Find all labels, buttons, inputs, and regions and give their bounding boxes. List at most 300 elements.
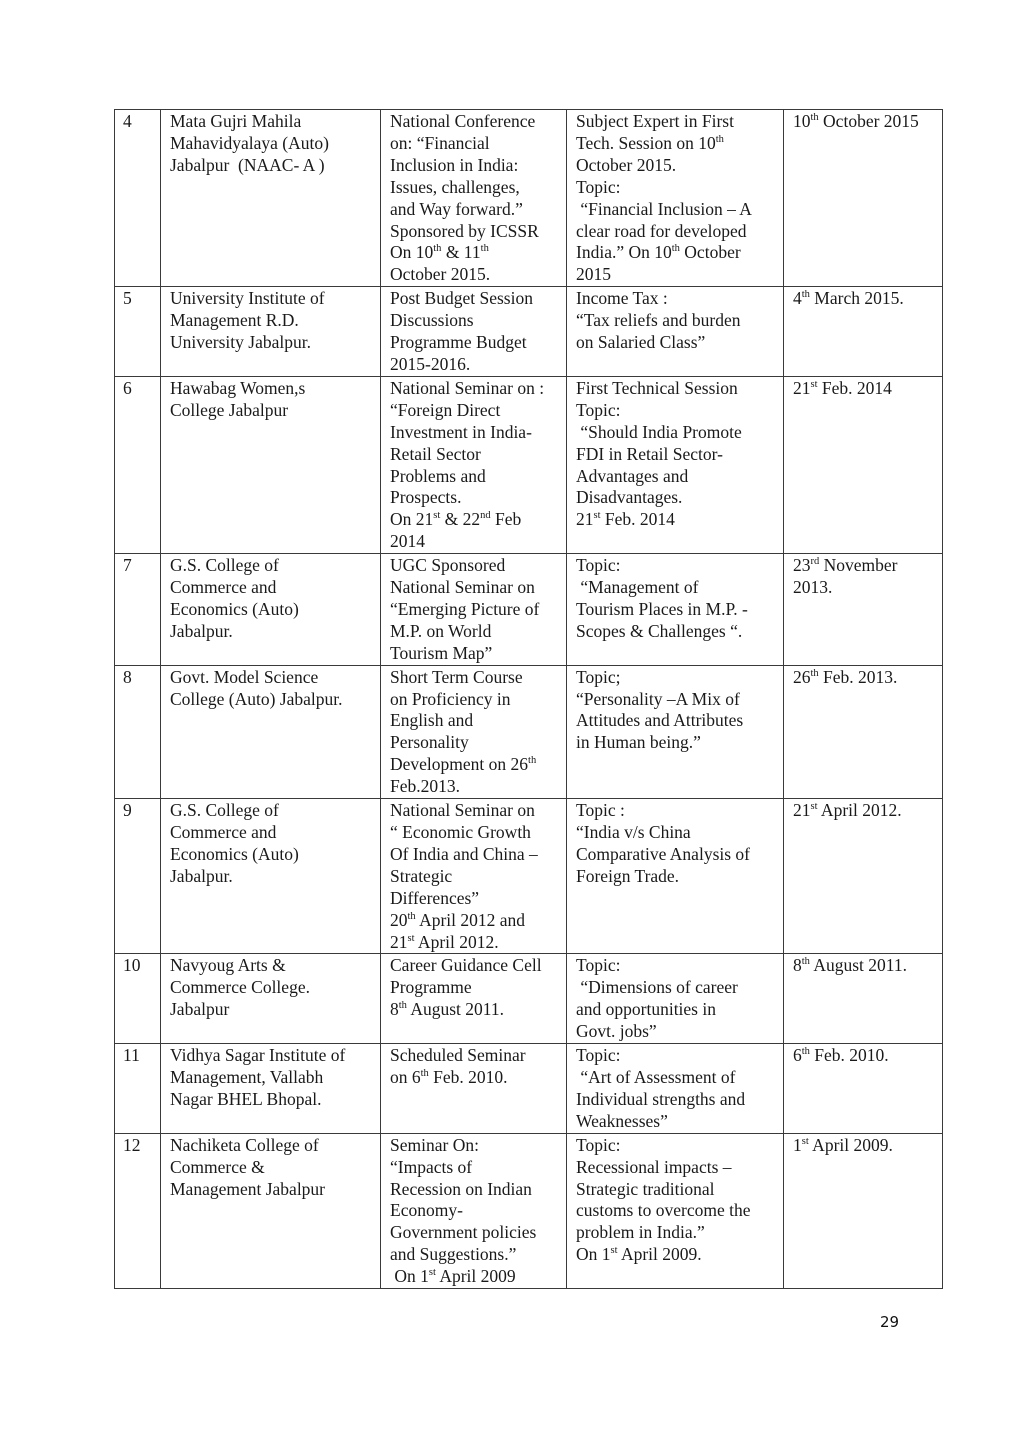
text-segment: Government policies (390, 1222, 537, 1243)
text-segment: 8 (793, 955, 802, 976)
text-segment: and Suggestions.” (390, 1244, 517, 1265)
text-segment: “India v/s China (576, 822, 691, 842)
institution-cell (161, 665, 381, 798)
text-line (390, 1045, 560, 1067)
text-segment: Feb. 2014 (817, 377, 892, 398)
text-line (390, 133, 560, 155)
text-line (576, 422, 777, 444)
text-line (390, 999, 560, 1021)
text-line (576, 1200, 777, 1222)
text-line (576, 264, 777, 286)
text-segment: “Financial Inclusion – A (576, 198, 752, 219)
text-line (576, 1089, 777, 1111)
text-line (170, 288, 374, 310)
text-segment: Commerce and (170, 577, 277, 598)
text-segment: Govt. Model Science (170, 666, 319, 687)
text-line (390, 177, 560, 199)
role-topic-cell (567, 287, 784, 377)
text-line (390, 155, 560, 177)
text-line (170, 1179, 374, 1201)
serial-number-cell: 12 (115, 1133, 161, 1288)
text-line (576, 689, 777, 711)
text-line (793, 111, 936, 133)
text-line (390, 555, 560, 577)
text-line (576, 844, 777, 866)
table-row (115, 376, 943, 553)
text-segment: UGC Sponsored (390, 555, 506, 576)
role-topic-cell (567, 376, 784, 553)
text-segment: English and (390, 710, 474, 731)
ordinal-superscript: th (433, 243, 442, 255)
text-line (793, 1045, 936, 1067)
text-segment: 23 (793, 555, 811, 576)
text-line (576, 1179, 777, 1201)
text-segment: “Personality –A Mix of (576, 688, 740, 709)
text-line (390, 466, 560, 488)
text-line (170, 155, 374, 177)
text-line (390, 531, 560, 553)
text-segment: April 2012 and (415, 909, 526, 930)
text-segment: Programme (390, 977, 472, 998)
text-line (576, 509, 777, 531)
serial-number-cell: 7 (115, 554, 161, 666)
text-segment: Feb.2013. (390, 776, 460, 797)
ordinal-superscript: th (715, 133, 724, 145)
text-line (390, 378, 560, 400)
text-line (390, 1135, 560, 1157)
text-segment: August 2011. (809, 955, 907, 976)
text-segment: Topic: (576, 555, 621, 576)
text-line (390, 1179, 560, 1201)
text-segment: Feb (490, 509, 522, 530)
text-line (576, 621, 777, 643)
text-line (390, 822, 560, 844)
text-segment: Topic: (576, 176, 621, 197)
text-line (390, 621, 560, 643)
text-segment: Programme Budget (390, 332, 527, 353)
role-topic-cell (567, 1044, 784, 1134)
text-line (390, 710, 560, 732)
text-segment: problem in India.” (576, 1222, 705, 1243)
text-segment: Advantages and (576, 465, 689, 486)
table-row (115, 665, 943, 798)
text-line (170, 1089, 374, 1111)
text-line (170, 667, 374, 689)
text-segment: “Emerging Picture of (390, 598, 540, 619)
text-segment: 4 (793, 288, 802, 309)
ordinal-superscript: st (801, 1135, 809, 1147)
text-line (390, 1157, 560, 1179)
text-segment: March 2015. (809, 288, 904, 309)
text-segment: Economics (Auto) (170, 843, 299, 864)
text-line (576, 955, 777, 977)
seminar-participation-table (114, 109, 943, 1289)
role-topic-cell (567, 665, 784, 798)
institution-cell (161, 1133, 381, 1288)
text-line (170, 133, 374, 155)
text-segment: Retail Sector (390, 443, 481, 464)
text-segment: Economy- (390, 1200, 463, 1221)
text-segment: Navyoug Arts & (170, 955, 286, 976)
text-segment: University Jabalpur. (170, 332, 311, 353)
text-segment: Short Term Course (390, 666, 523, 687)
text-segment: 21 (576, 509, 594, 530)
text-segment: Commerce and (170, 822, 277, 842)
text-line (170, 599, 374, 621)
text-line (390, 1244, 560, 1266)
text-segment: 6 (793, 1045, 802, 1066)
text-segment: April 2009 (435, 1266, 516, 1287)
ordinal-superscript: th (528, 755, 537, 767)
text-line (576, 1157, 777, 1179)
serial-number-cell: 11 (115, 1044, 161, 1134)
text-line (576, 1244, 777, 1266)
text-segment: Prospects. (390, 487, 462, 508)
text-line (390, 422, 560, 444)
text-segment: Tech. Session on 10 (576, 132, 716, 153)
text-segment: National Seminar on (390, 577, 535, 598)
text-segment: Mata Gujri Mahila (170, 111, 302, 131)
text-segment: clear road for developed (576, 220, 747, 241)
text-segment: 10 (793, 111, 811, 131)
text-segment: On 21 (390, 509, 434, 530)
ordinal-superscript: th (801, 956, 810, 968)
text-line (576, 555, 777, 577)
text-line (793, 955, 936, 977)
text-line (170, 111, 374, 133)
text-segment: October 2015 (818, 111, 919, 131)
text-line (170, 1045, 374, 1067)
text-line (170, 800, 374, 822)
ordinal-superscript: st (610, 1245, 618, 1257)
text-line (576, 1222, 777, 1244)
ordinal-superscript: st (593, 510, 601, 522)
institution-cell (161, 1044, 381, 1134)
text-segment: 21 (793, 800, 811, 821)
event-cell (381, 1133, 567, 1288)
text-segment: Mahavidyalaya (Auto) (170, 132, 329, 153)
text-line (390, 754, 560, 776)
institution-cell (161, 287, 381, 377)
institution-cell (161, 799, 381, 954)
text-line (170, 689, 374, 711)
text-segment: G.S. College of (170, 800, 279, 821)
text-segment: Jabalpur (NAAC- A ) (170, 154, 325, 175)
text-segment: College Jabalpur (170, 399, 289, 420)
event-cell (381, 554, 567, 666)
text-segment: Weaknesses” (576, 1110, 668, 1131)
text-segment: October (679, 242, 741, 263)
text-segment: Jabalpur. (170, 620, 233, 641)
text-segment: Career Guidance Cell (390, 955, 542, 976)
text-segment: customs to overcome the (576, 1200, 751, 1221)
date-cell (784, 954, 943, 1044)
text-line (576, 599, 777, 621)
text-line (390, 732, 560, 754)
text-segment: Inclusion in India: (390, 154, 519, 175)
text-line (576, 977, 777, 999)
text-segment: “Tax reliefs and burden (576, 310, 741, 331)
text-line (390, 1222, 560, 1244)
text-line (576, 1111, 777, 1133)
text-segment: Vidhya Sagar Institute of (170, 1045, 346, 1066)
text-segment: and opportunities in (576, 999, 716, 1020)
text-segment: and Way forward.” (390, 198, 523, 219)
date-cell (784, 665, 943, 798)
text-segment: Scopes & Challenges “. (576, 620, 743, 641)
text-segment: Commerce & (170, 1156, 265, 1177)
ordinal-superscript: st (433, 510, 441, 522)
ordinal-superscript: th (801, 1046, 810, 1058)
institution-cell (161, 110, 381, 287)
text-line (793, 800, 936, 822)
ordinal-superscript: st (407, 932, 415, 944)
text-segment: On 10 (390, 242, 434, 263)
text-line (576, 710, 777, 732)
text-line (390, 310, 560, 332)
text-segment: “Management of (576, 577, 699, 598)
text-segment: Feb. 2010. (809, 1045, 889, 1066)
date-cell (784, 376, 943, 553)
text-line (390, 1067, 560, 1089)
text-segment: 8 (390, 999, 399, 1020)
text-line (170, 866, 374, 888)
text-segment: “Art of Assessment of (576, 1066, 736, 1087)
text-line (576, 155, 777, 177)
text-segment: FDI in Retail Sector- (576, 443, 723, 464)
text-segment: Recessional impacts – (576, 1156, 732, 1177)
text-line (390, 689, 560, 711)
text-line (576, 577, 777, 599)
text-line (576, 1045, 777, 1067)
ordinal-superscript: st (810, 801, 818, 813)
text-line (390, 354, 560, 376)
text-line (576, 800, 777, 822)
text-segment: University Institute of (170, 288, 325, 309)
text-line (576, 999, 777, 1021)
date-cell (784, 1044, 943, 1134)
text-segment: in Human being.” (576, 732, 701, 753)
text-segment: Development on 26 (390, 754, 529, 775)
text-segment: Recession on Indian (390, 1178, 532, 1199)
text-line (390, 932, 560, 954)
text-segment: “Should India Promote (576, 421, 742, 442)
text-segment: Scheduled Seminar (390, 1045, 526, 1066)
text-segment: Feb. 2010. (428, 1066, 508, 1087)
text-segment: October 2015. (576, 154, 677, 175)
text-line (390, 221, 560, 243)
text-line (170, 977, 374, 999)
serial-number-cell: 4 (115, 110, 161, 287)
text-segment: Differences” (390, 887, 480, 908)
text-segment: April 2009. (808, 1134, 893, 1155)
ordinal-superscript: th (671, 243, 680, 255)
text-line (390, 667, 560, 689)
text-line (170, 1157, 374, 1179)
role-topic-cell (567, 110, 784, 287)
text-segment: Nagar BHEL Bhopal. (170, 1088, 322, 1109)
text-segment: Attitudes and Attributes (576, 710, 744, 731)
text-segment: Management Jabalpur (170, 1178, 326, 1199)
text-line (390, 288, 560, 310)
text-segment: Problems and (390, 465, 486, 486)
text-segment: 21 (390, 931, 408, 952)
text-segment: “ Economic Growth (390, 822, 531, 842)
text-line (576, 199, 777, 221)
text-line (170, 310, 374, 332)
date-cell (784, 554, 943, 666)
text-line (793, 555, 936, 577)
text-segment: November (819, 555, 898, 576)
text-segment: Management R.D. (170, 310, 299, 331)
text-segment: Tourism Map” (390, 642, 493, 663)
ordinal-superscript: th (810, 667, 819, 679)
ordinal-superscript: th (810, 112, 819, 123)
event-cell (381, 665, 567, 798)
text-line (793, 577, 936, 599)
table-row (115, 554, 943, 666)
table-row (115, 1133, 943, 1288)
text-segment: Topic : (576, 800, 625, 821)
text-line (170, 555, 374, 577)
text-line (390, 776, 560, 798)
text-line (576, 310, 777, 332)
text-segment: August 2011. (406, 999, 504, 1020)
text-segment: Sponsored by ICSSR (390, 220, 539, 241)
text-line (576, 242, 777, 264)
event-cell (381, 1044, 567, 1134)
text-segment: Topic: (576, 955, 621, 976)
event-cell (381, 287, 567, 377)
text-segment: On 1 (576, 1244, 611, 1265)
text-line (390, 1266, 560, 1288)
text-segment: “Foreign Direct (390, 399, 501, 420)
date-cell (784, 1133, 943, 1288)
text-segment: G.S. College of (170, 555, 279, 576)
text-line (576, 487, 777, 509)
text-segment: Topic: (576, 399, 621, 420)
text-line (576, 111, 777, 133)
text-segment: Topic: (576, 1134, 621, 1155)
event-cell (381, 799, 567, 954)
text-segment: & 11 (441, 242, 481, 263)
text-line (576, 667, 777, 689)
text-segment: Govt. jobs” (576, 1021, 657, 1042)
text-line (170, 621, 374, 643)
text-line (576, 466, 777, 488)
text-line (793, 1135, 936, 1157)
text-segment: Nachiketa College of (170, 1134, 319, 1155)
role-topic-cell (567, 1133, 784, 1288)
text-segment: Seminar On: (390, 1134, 479, 1155)
text-segment: Commerce College. (170, 977, 310, 998)
serial-number-cell: 8 (115, 665, 161, 798)
event-cell (381, 110, 567, 287)
table-row (115, 954, 943, 1044)
text-segment: 2015 (576, 264, 611, 285)
text-line (390, 643, 560, 665)
page-number: 29 (880, 1313, 900, 1331)
text-segment: First Technical Session (576, 377, 738, 398)
text-line (390, 955, 560, 977)
text-line (576, 444, 777, 466)
ordinal-superscript: th (398, 1000, 407, 1012)
text-segment: “Dimensions of career (576, 977, 738, 998)
text-line (390, 509, 560, 531)
text-segment: Strategic traditional (576, 1178, 715, 1199)
text-line (390, 444, 560, 466)
text-segment: Of India and China – (390, 843, 538, 864)
text-line (576, 1067, 777, 1089)
text-segment: Disadvantages. (576, 487, 683, 508)
ordinal-superscript: st (428, 1267, 436, 1279)
text-segment: April 2009. (617, 1244, 702, 1265)
text-line (576, 1021, 777, 1043)
text-segment: 1 (793, 1134, 802, 1155)
text-line (170, 955, 374, 977)
text-segment: Feb. 2014 (600, 509, 675, 530)
ordinal-superscript: th (407, 910, 416, 922)
table-row (115, 110, 943, 287)
text-segment: 21 (793, 377, 811, 398)
text-line (390, 264, 560, 286)
text-segment: National Seminar on (390, 800, 535, 821)
table-row (115, 799, 943, 954)
text-line (170, 332, 374, 354)
text-line (390, 599, 560, 621)
text-segment: on Salaried Class” (576, 332, 706, 353)
text-segment: 2013. (793, 577, 833, 598)
institution-cell (161, 376, 381, 553)
text-line (390, 866, 560, 888)
text-line (390, 242, 560, 264)
serial-number-cell: 10 (115, 954, 161, 1044)
text-line (793, 288, 936, 310)
table-body (115, 110, 943, 1289)
text-segment: Jabalpur. (170, 865, 233, 886)
text-line (390, 332, 560, 354)
text-line (390, 199, 560, 221)
text-line (576, 288, 777, 310)
role-topic-cell (567, 799, 784, 954)
text-line (576, 332, 777, 354)
text-line (390, 977, 560, 999)
table-row (115, 1044, 943, 1134)
text-line (170, 822, 374, 844)
text-segment: April 2012. (414, 931, 499, 952)
date-cell (784, 110, 943, 287)
text-segment: & 22 (440, 509, 481, 530)
text-segment: Topic: (576, 1045, 621, 1066)
text-segment: April 2012. (817, 800, 902, 821)
ordinal-superscript: nd (480, 510, 491, 522)
text-segment: M.P. on World (390, 620, 492, 641)
text-line (170, 844, 374, 866)
text-line (170, 1067, 374, 1089)
text-segment: College (Auto) Jabalpur. (170, 688, 343, 709)
serial-number-cell: 9 (115, 799, 161, 954)
text-line (170, 1135, 374, 1157)
text-line (390, 577, 560, 599)
text-segment: Strategic (390, 865, 453, 886)
text-segment: October 2015. (390, 264, 491, 285)
text-segment: Economics (Auto) (170, 598, 299, 619)
text-line (390, 400, 560, 422)
text-segment: 20 (390, 909, 408, 930)
text-segment: Income Tax : (576, 288, 668, 309)
text-line (170, 999, 374, 1021)
text-segment: 26 (793, 666, 811, 687)
